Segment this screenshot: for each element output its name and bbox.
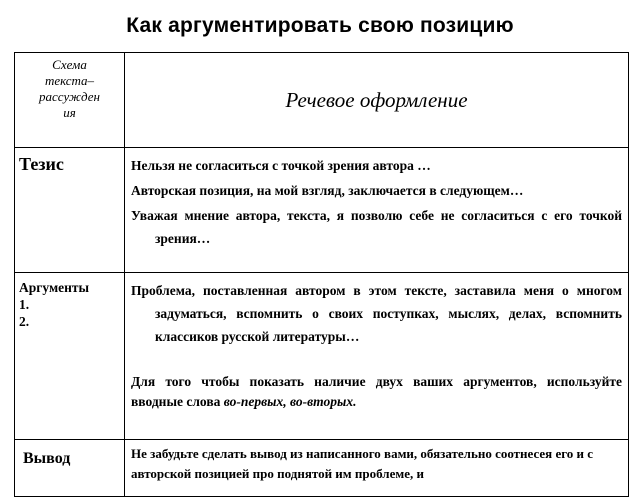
header-scheme-cell — [15, 53, 125, 148]
arguments-hint — [131, 372, 622, 412]
thesis-label: Тезис — [15, 148, 125, 273]
table-header-row — [15, 53, 629, 148]
conclusion-label: Вывод — [15, 440, 125, 497]
arguments-label-line: Аргументы — [19, 280, 90, 295]
arguments-hint-emphasis: во-первых, во-вторых. — [223, 394, 357, 409]
arguments-label-line: 2. — [19, 314, 30, 329]
header-speech-cell: Речевое оформление — [125, 53, 629, 148]
argument-table — [14, 52, 629, 497]
thesis-phrase: Уважая мнение автора, текста, я позволю себе не согласиться с его точкой зрения… — [131, 208, 622, 246]
arguments-label-line: 1. — [19, 297, 30, 312]
thesis-phrases — [125, 148, 629, 273]
thesis-phrase: Нельзя не согласиться с точкой зрения автора … — [131, 158, 431, 173]
header-scheme-line: Схема — [52, 57, 87, 72]
table-row-conclusion — [15, 440, 629, 497]
arguments-phrase: Проблема, поставленная автором в этом тексте, заставила меня о многом задуматься, вспомнить о своих поступках, мыслях, делах, вспомнить классиков русской литературы… — [131, 283, 622, 344]
header-scheme-line: текста– — [44, 73, 95, 88]
arguments-hint-text: Для того чтобы показать наличие двух ваших аргументов, используйте вводные слова — [131, 374, 622, 409]
header-scheme-line: ия — [63, 105, 76, 120]
page-title: Как аргументировать свою позицию — [126, 14, 514, 37]
table-row-thesis — [15, 148, 629, 273]
table-row-arguments — [15, 273, 629, 440]
arguments-phrases — [125, 273, 629, 440]
conclusion-text: Не забудьте сделать вывод из написанного вами, обязательно соотнесея его и с авторской позицией про поднятой им проблеме, и — [125, 440, 629, 497]
arguments-label — [15, 273, 125, 440]
thesis-phrase: Авторская позиция, на мой взгляд, заключается в следующем… — [131, 183, 524, 198]
header-scheme-line: рассужден — [39, 89, 100, 104]
